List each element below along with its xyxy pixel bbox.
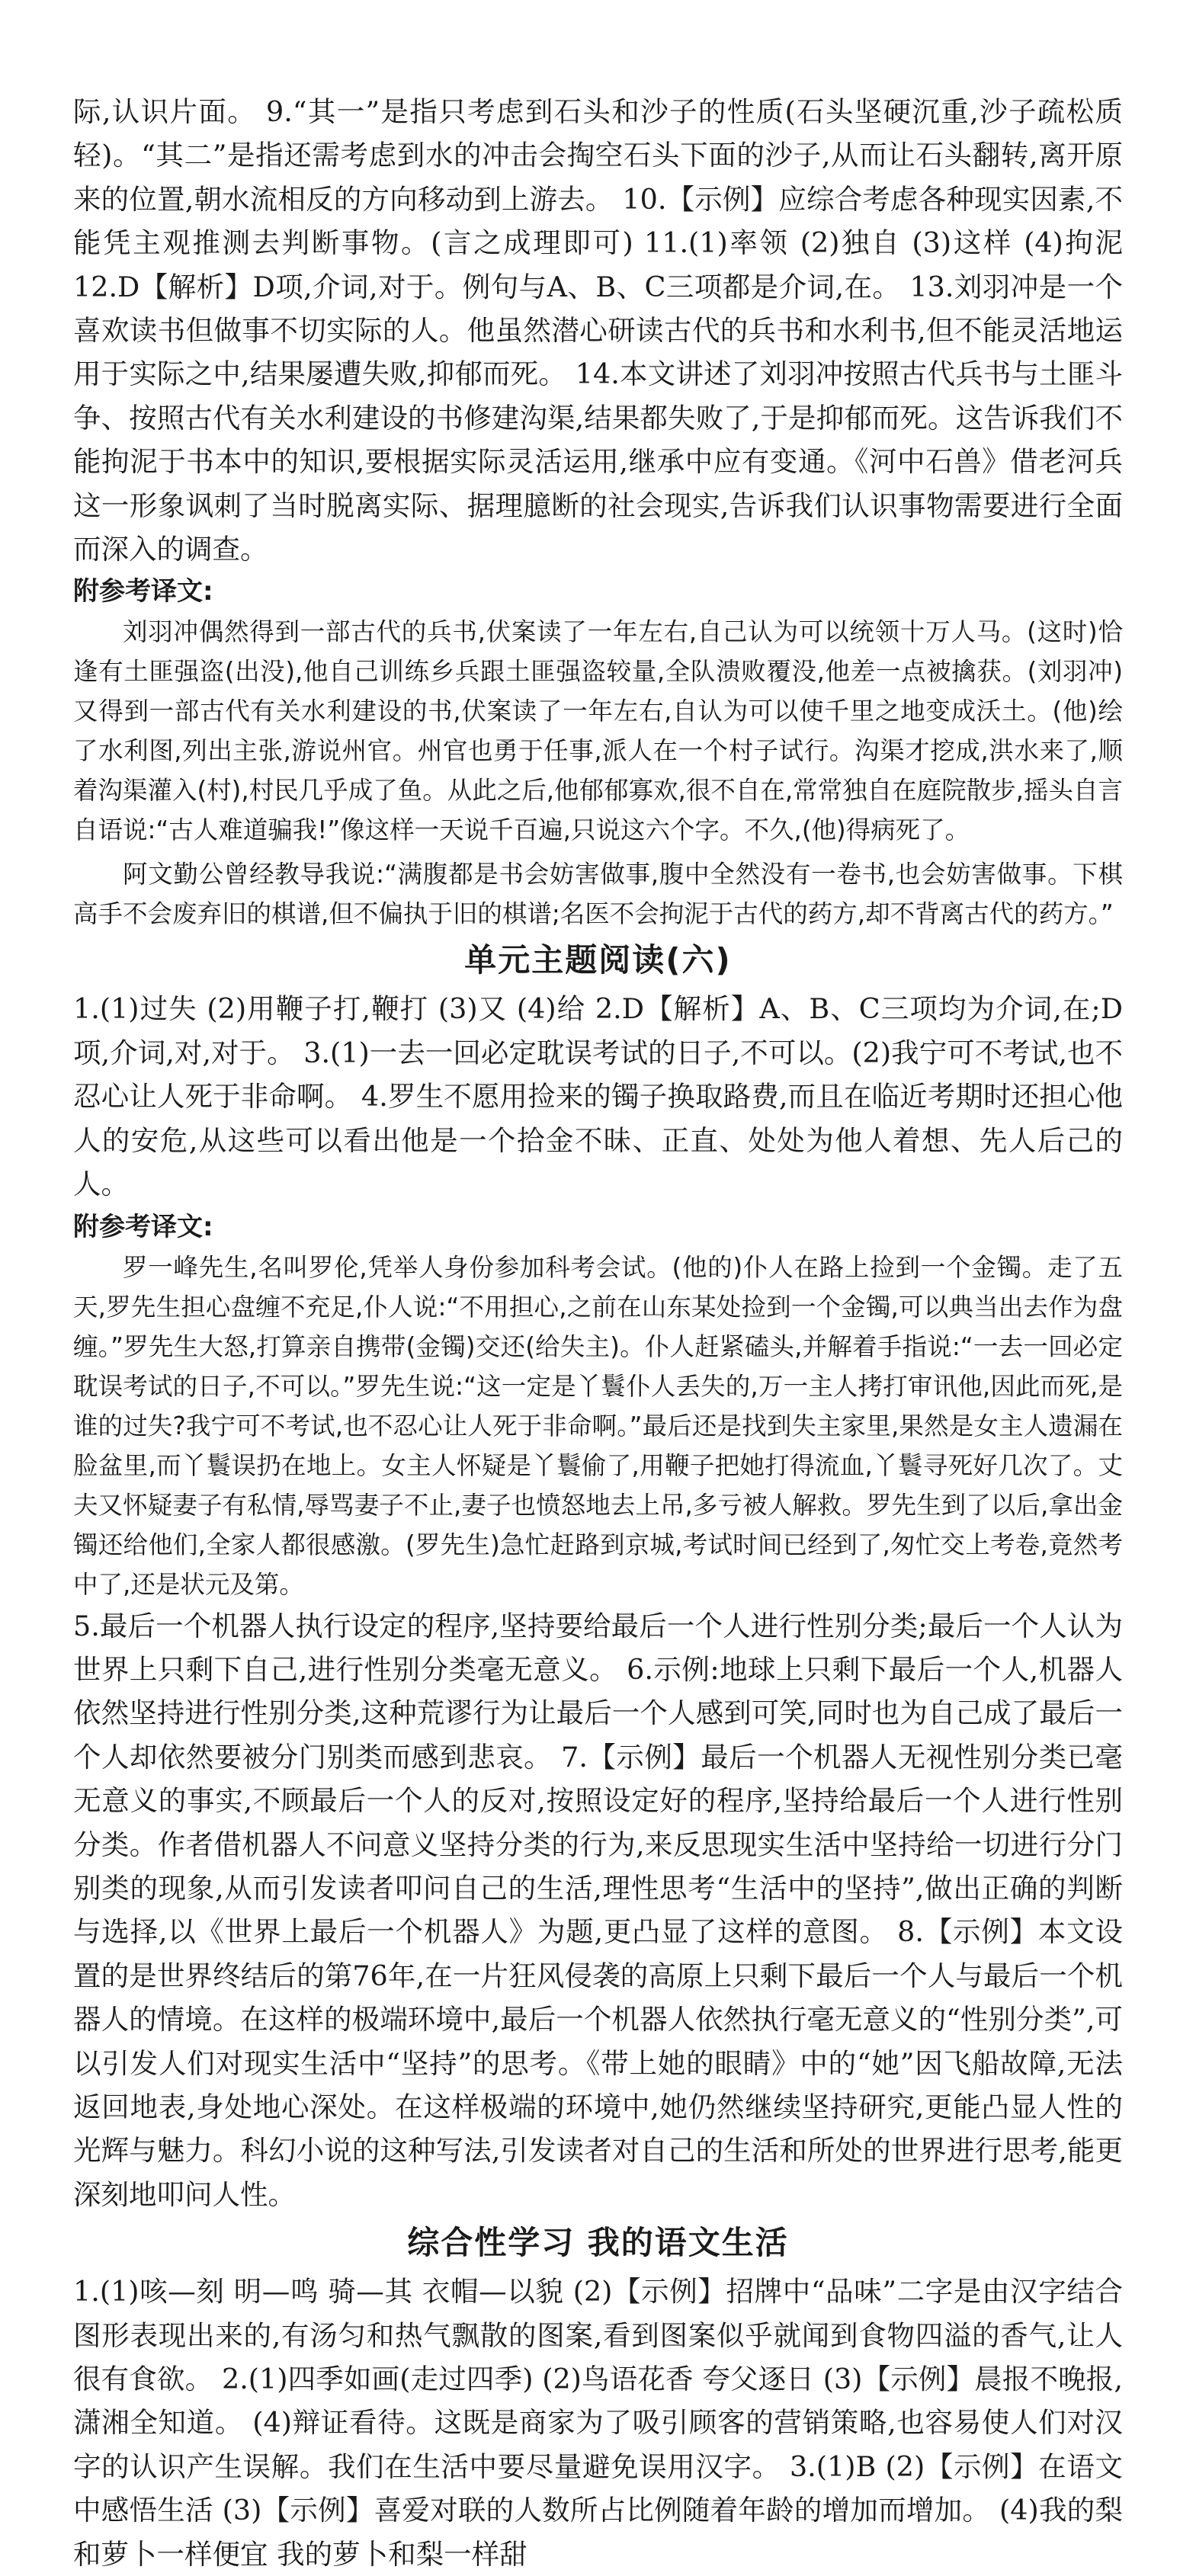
reference-translation-paragraph: 罗一峰先生,名叫罗伦,凭举人身份参加科考会试。(他的)仆人在路上捡到一个金镯。走了五天,罗先生担心盘缠不充足,仆人说:“不用担心,之前在山东某处捡到一个金镯,可以典当出去作为盘缠。”罗先生大怒,打算亲自携带(金镯)交还(给失主)。仆人赶紧磕头,并解着手指说:“一去一回必定耽误考试的日子,不可以。”罗先生说:“这一定是丫鬟仆人丢失的,万一主人拷打审讯他,因此而死,是谁的过失?我宁可不考试,也不忍心让人死于非命啊。”最后还是找到失主家里,果然是女主人遗漏在脸盆里,而丫鬟误扔在地上。女主人怀疑是丫鬟偷了,用鞭子把她打得流血,丫鬟寻死好几次了。丈夫又怀疑妻子有私情,辱骂妻子不止,妻子也愤怒地去上吊,多亏被人解救。罗先生到了以后,拿出金镯还给他们,全家人都很感激。(罗先生)急忙赶路到京城,考试时间已经到了,匆忙交上考卷,竟然考中了,还是状元及第。 bbox=[73, 1252, 1123, 1599]
reference-translation-paragraph: 刘羽冲偶然得到一部古代的兵书,伏案读了一年左右,自己认为可以统领十万人马。(这时)恰逢有土匪强盗(出没),他自己训练乡兵跟土匪强盗较量,全队溃败覆没,他差一点被擒获。(刘羽冲)又得到一部古代有关水利建设的书,伏案读了一年左右,自认为可以使千里之地变成沃土。(他)绘了水利图,列出主张,游说州官。州官也勇于任事,派人在一个村子试行。沟渠才挖成,洪水来了,顺着沟渠灌入(村),村民几乎成了鱼。从此之后,他郁郁寡欢,很不自在,常常独自在庭院散步,摇头自言自语说:“古人难道骗我!”像这样一天说千百遍,只说这六个字。不久,(他)得病死了。 bbox=[73, 617, 1124, 845]
reference-translation-paragraph: 阿文勤公曾经教导我说:“满腹都是书会妨害做事,腹中全然没有一卷书,也会妨害做事。下棋高手不会废弃旧的棋谱,但不偏执于旧的棋谱;名医不会拘泥于古代的药方,却不背离古代的药方。” bbox=[73, 860, 1123, 929]
section-title-unit-six: 单元主题阅读(六) bbox=[464, 941, 732, 979]
reference-translation-label: 附参考译文: bbox=[73, 576, 213, 607]
answer-block-top: 际,认识片面。 9.“其一”是指只考虑到石头和沙子的性质(石头坚硬沉重,沙子疏松质轻)。“其二”是指还需考虑到水的冲击会掏空石头下面的沙子,从而让石头翻转,离开原来的位置,朝水流相反的方向移动到上游去。 10.【示例】应综合考虑各种现实因素,不能凭主观推测去判断事物。(言之成理即可) 11.(1)率领 (2)独自 (3)这样 (4)拘泥 12.D【解析】D项,介词,对于。例句与A、B、C三项都是介词,在。 13.刘羽冲是一个喜欢读书但做事不切实际的人。他虽然潜心研读古代的兵书和水利书,但不能灵活地运用于实际之中,结果屡遭失败,抑郁而死。 14.本文讲述了刘羽冲按照古代兵书与土匪斗争、按照古代有关水利建设的书修建沟渠,结果都失败了,于是抑郁而死。这告诉我们不能拘泥于书本中的知识,要根据实际灵活运用,继承中应有变通。《河中石兽》借老河兵这一形象讽刺了当时脱离实际、据理臆断的社会现实,告诉我们认识事物需要进行全面而深入的调查。 bbox=[73, 95, 1123, 566]
answer-block: 1.(1)过失 (2)用鞭子打,鞭打 (3)又 (4)给 2.D【解析】A、B、C三项均为介词,在;D项,介词,对,对于。 3.(1)一去一回必定耽误考试的日子,不可以。(2)我宁可不考试,也不忍心让人死于非命啊。 4.罗生不愿用捡来的镯子换取路费,而且在临近考期时还担心他人的安危,从这些可以看出他是一个拾金不昧、正直、处处为他人着想、先人后己的人。 bbox=[73, 992, 1123, 1201]
answer-block: 1.(1)咳—刻 明—鸣 骑—其 衣帽—以貌 (2)【示例】招牌中“品味”二字是由汉字结合图形表现出来的,有汤匀和热气飘散的图案,看到图案似乎就闻到食物四溢的香气,让人很有食欲。 2.(1)四季如画(走过四季) (2)鸟语花香 夸父逐日 (3)【示例】晨报不晚报,潇湘全知道。 (4)辩证看待。这既是商家为了吸引顾客的营销策略,也容易使人们对汉字的认识产生误解。我们在生活中要尽量避免误用汉字。 3.(1)B (2)【示例】在语文中感悟生活 (3)【示例】喜爱对联的人数所占比例随着年龄的增加而增加。 (4)我的梨和萝卜一样便宜 我的萝卜和梨一样甜 bbox=[73, 2275, 1123, 2571]
section-title-comprehensive-study: 综合性学习 我的语文生活 bbox=[407, 2224, 789, 2262]
reference-translation-label: 附参考译文: bbox=[73, 1211, 213, 1242]
answer-block: 5.最后一个机器人执行设定的程序,坚持要给最后一个人进行性别分类;最后一个人认为世界上只剩下自己,进行性别分类毫无意义。 6.示例:地球上只剩下最后一个人,机器人依然坚持进行性别分类,这种荒谬行为让最后一个人感到可笑,同时也为自己成了最后一个人却依然要被分门别类而感到悲哀。 7.【示例】最后一个机器人无视性别分类已毫无意义的事实,不顾最后一个人的反对,按照设定好的程序,坚持给最后一个人进行性别分类。作者借机器人不问意义坚持分类的行为,来反思现实生活中坚持给一切进行分门别类的现象,从而引发读者叩问自己的生活,理性思考“生活中的坚持”,做出正确的判断与选择,以《世界上最后一个机器人》为题,更凸显了这样的意图。 8.【示例】本文设置的是世界终结后的第76年,在一片狂风侵袭的高原上只剩下最后一个人与最后一个机器人的情境。在这样的极端环境中,最后一个机器人依然执行毫无意义的“性别分类”,可以引发人们对现实生活中“坚持”的思考。《带上她的眼睛》中的“她”因飞船故障,无法返回地表,身处地心深处。在这样极端的环境中,她仍然继续坚持研究,更能凸显人性的光辉与魅力。科幻小说的这种写法,引发读者对自己的生活和所处的世界进行思考,能更深刻地叩问人性。 bbox=[73, 1609, 1123, 2211]
